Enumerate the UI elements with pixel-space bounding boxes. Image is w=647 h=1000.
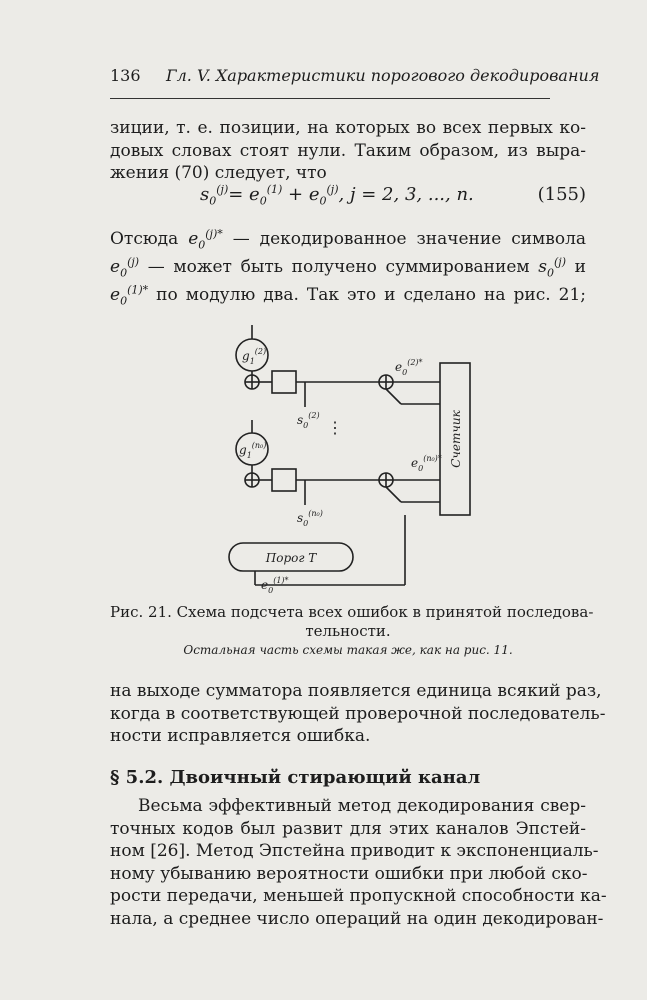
e-top-branch [386,389,401,404]
s-top-label: $s_0^{(2)}$ [297,411,320,430]
text-line: ному убыванию вероятности ошибки при любой ско- [110,863,588,884]
threshold-label: Порог T [265,551,317,565]
text-line: Отсюда $e_0^{(j)*}$ — декодированное значение символа [110,227,587,252]
gen-bottom-label: $g_1^{(n_0)}$ [239,441,267,460]
chapter-title: Гл. V. Характеристики порогового декодирования [166,66,600,85]
text-line: рости передачи, меньшей пропускной способности ка- [110,886,607,906]
text-line: $e_0^{(j)}$ — может быть получено суммированием $s_0^{(j)}$ и [110,255,587,280]
text-line: $e_0^{(1)*}$ по модулю два. Так это и сделано на рис. 21; [110,283,587,308]
figure-21-diagram [215,325,475,595]
caption-note: Остальная часть схемы такая же, как на рис. 11. [183,643,513,657]
s-bottom-label: $s_0^{(n_0)}$ [297,509,323,528]
text-line: точных кодов был развит для этих каналов Эпстей- [110,818,586,839]
paragraph-2 [110,225,586,309]
paragraph-3 [110,680,606,748]
text-line: довых словах стоят нули. Таким образом, из выра- [110,140,586,161]
text-line: ности исправляется ошибка. [110,726,371,746]
vertical-dots: ⋮ [327,418,343,437]
e-top-label: $e_0^{(2)*}$ [395,358,423,377]
e-bottom-label: $e_0^{(n_0)*}$ [411,454,442,473]
equation-number: (155) [537,184,586,205]
text-line: Весьма эффективный метод декодирования свер- [138,796,586,816]
header-rule [110,98,550,99]
text-line: зиции, т. е. позиции, на которых во всех первых ко- [110,118,586,138]
text-line: жения (70) следует, что [110,163,327,183]
text-line: нала, а среднее число операций на один декодирован- [110,908,604,929]
register-bottom [272,469,296,491]
running-header [110,66,600,90]
e-out-label: $e_0^{(1)*}$ [261,576,289,595]
figure-caption: Рис. 21. Схема подсчета всех ошибок в принятой последова- тельности. [110,603,594,640]
paragraph-4 [110,795,607,930]
paragraph-1 [110,117,586,185]
text-line: на выходе сумматора появляется единица всякий раз, [110,681,602,701]
text-line: когда в соответствующей проверочной последователь- [110,703,606,724]
register-top [272,371,296,393]
gen-top-label: $g_1^{(2)}$ [242,347,267,366]
section-heading: § 5.2. Двоичный стирающий канал [110,767,481,788]
text-line: ном [26]. Метод Эпстейна приводит к экспоненциаль- [110,841,599,861]
page-number: 136 [110,66,141,85]
counter-label: Счетчик [449,410,463,468]
equation-155: $s_0^{(j)}= e_0^{(1)} + e_0^{(j)}$, j = 2, 3, ..., n. (155) [200,183,586,208]
